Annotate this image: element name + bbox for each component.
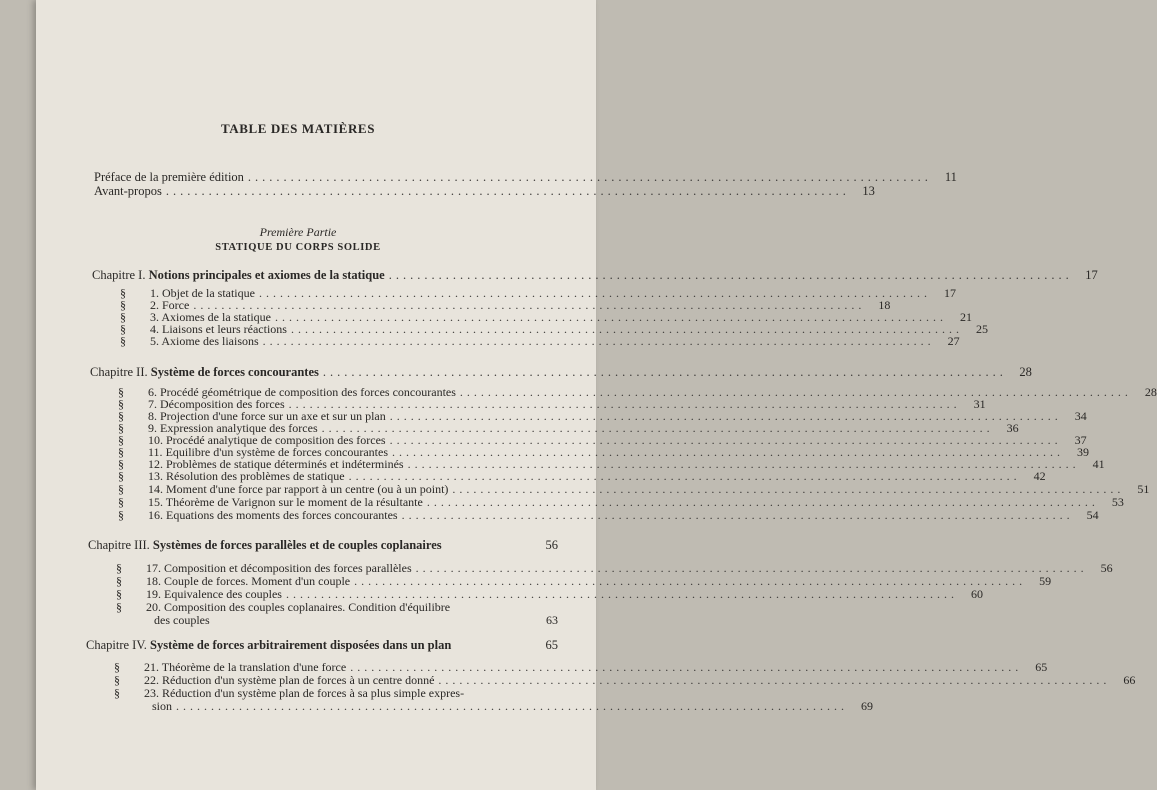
leader-dots: ................................................................................................ bbox=[258, 286, 931, 300]
section-label: Projection d'une force sur un axe et sur un plan bbox=[160, 409, 386, 423]
section-page: 31 bbox=[973, 397, 986, 411]
section-label: Equivalence des couples bbox=[164, 587, 282, 601]
page-title: TABLE DES MATIÈRES bbox=[220, 121, 376, 136]
leader-dots: ................................................................................................ bbox=[290, 322, 963, 336]
chapter-prefix: Chapitre I. bbox=[92, 268, 146, 282]
section-label: Composition des couples coplanaires. Condition d'équilibre bbox=[164, 600, 451, 614]
toc-section[interactable] bbox=[114, 686, 558, 700]
section-label: Résolution des problèmes de statique bbox=[166, 469, 345, 483]
chapter-title: Systèmes de forces parallèles et de couples coplanaires bbox=[152, 538, 442, 552]
leader-dots: ................................................................................................ bbox=[391, 445, 1064, 459]
entry-label: Préface de la première édition bbox=[94, 170, 244, 184]
section-number: 11. bbox=[148, 445, 163, 459]
leader-dots: ................................................................................................ bbox=[401, 508, 1074, 522]
section-page: 56 bbox=[1100, 561, 1113, 575]
section-page: 34 bbox=[1074, 409, 1087, 423]
section-number: 22. bbox=[144, 673, 159, 687]
section-symbol: § bbox=[120, 334, 126, 348]
section-label: Liaisons et leurs réactions bbox=[162, 322, 287, 336]
entry-page: 13 bbox=[862, 184, 875, 198]
chapter-page: 17 bbox=[1085, 268, 1098, 282]
leader-dots: ................................................................................................ bbox=[354, 574, 1027, 588]
section-symbol: § bbox=[118, 385, 124, 399]
section-page: 54 bbox=[1086, 508, 1099, 522]
section-label: Moment d'une force par rapport à un centre (ou à un point) bbox=[166, 482, 449, 496]
leader-dots: ................................................................................................ bbox=[389, 433, 1062, 447]
section-page: 53 bbox=[1111, 495, 1124, 509]
chapter-4-heading[interactable] bbox=[86, 638, 558, 652]
section-label: Axiome des liaisons bbox=[161, 334, 259, 348]
section-number: 20. bbox=[146, 600, 161, 614]
chapter-page: 56 bbox=[545, 538, 558, 552]
leader-dots: ................................................................................................ bbox=[165, 184, 850, 198]
toc-section[interactable] bbox=[114, 673, 1136, 687]
section-page: 41 bbox=[1092, 457, 1105, 471]
section-label: Réduction d'un système plan de forces à sa plus simple expres- bbox=[162, 686, 465, 700]
toc-section-continuation[interactable] bbox=[154, 613, 558, 627]
section-symbol: § bbox=[118, 445, 124, 459]
section-number: 5. bbox=[150, 334, 159, 348]
section-symbol: § bbox=[120, 298, 126, 312]
section-symbol: § bbox=[120, 322, 126, 336]
section-number: 2. bbox=[150, 298, 159, 312]
leader-dots: ................................................................................................ bbox=[288, 397, 961, 411]
section-symbol: § bbox=[118, 482, 124, 496]
toc-section[interactable] bbox=[116, 574, 1052, 588]
section-page: 37 bbox=[1074, 433, 1087, 447]
toc-section[interactable] bbox=[114, 660, 1048, 674]
section-label: Composition et décomposition des forces parallèles bbox=[164, 561, 412, 575]
section-number: 10. bbox=[148, 433, 163, 447]
section-symbol: § bbox=[118, 469, 124, 483]
chapter-prefix: Chapitre III. bbox=[88, 538, 150, 552]
section-symbol: § bbox=[118, 495, 124, 509]
section-number: 21. bbox=[144, 660, 159, 674]
chapter-title: Notions principales et axiomes de la statique bbox=[148, 268, 385, 282]
section-number: 17. bbox=[146, 561, 161, 575]
leader-dots: ................................................................................................ bbox=[321, 421, 994, 435]
section-symbol: § bbox=[118, 397, 124, 411]
leader-dots: ................................................................................................ bbox=[426, 495, 1099, 509]
section-label: Problèmes de statique déterminés et indéterminés bbox=[166, 457, 404, 471]
chapter-page: 65 bbox=[545, 638, 558, 652]
section-page: 17 bbox=[943, 286, 956, 300]
chapter-1-heading[interactable] bbox=[92, 268, 1098, 282]
section-page: 28 bbox=[1144, 385, 1157, 399]
leader-dots: ................................................................................................ bbox=[176, 699, 849, 713]
section-page: 60 bbox=[970, 587, 983, 601]
section-symbol: § bbox=[118, 421, 124, 435]
leader-dots: ................................................................................................ bbox=[350, 660, 1023, 674]
section-symbol: § bbox=[116, 574, 122, 588]
leader-dots: ................................................................................................ bbox=[438, 673, 1111, 687]
entry-page: 11 bbox=[944, 170, 957, 184]
chapter-3-heading[interactable] bbox=[88, 538, 558, 552]
toc-section[interactable] bbox=[118, 482, 1150, 496]
section-symbol: § bbox=[120, 310, 126, 324]
section-number: 15. bbox=[148, 495, 163, 509]
section-symbol: § bbox=[118, 433, 124, 447]
section-number: 4. bbox=[150, 322, 159, 336]
chapter-prefix: Chapitre IV. bbox=[86, 638, 147, 652]
section-label: Expression analytique des forces bbox=[160, 421, 318, 435]
section-page: 63 bbox=[546, 613, 558, 627]
section-number: 16. bbox=[148, 508, 163, 522]
leader-dots: ................................................................................................ bbox=[274, 310, 947, 324]
section-page: 51 bbox=[1137, 482, 1150, 496]
section-symbol: § bbox=[114, 673, 120, 687]
section-page: 42 bbox=[1033, 469, 1046, 483]
leader-dots: ................................................................................................ bbox=[262, 334, 935, 348]
section-symbol: § bbox=[118, 457, 124, 471]
section-symbol: § bbox=[120, 286, 126, 300]
section-page: 27 bbox=[947, 334, 960, 348]
section-label: Théorème de la translation d'une force bbox=[161, 660, 347, 674]
section-label: Décomposition des forces bbox=[160, 397, 285, 411]
section-number: 9. bbox=[148, 421, 157, 435]
section-number: 1. bbox=[150, 286, 159, 300]
section-number: 6. bbox=[148, 385, 157, 399]
section-label: Force bbox=[162, 298, 190, 312]
section-label: Equations des moments des forces concourantes bbox=[166, 508, 398, 522]
section-label-continued: des couples bbox=[154, 613, 210, 627]
leader-dots: ................................................................................................ bbox=[407, 457, 1080, 471]
section-number: 3. bbox=[150, 310, 159, 324]
toc-section[interactable] bbox=[120, 334, 960, 348]
toc-section[interactable] bbox=[118, 469, 1046, 483]
leader-dots: ................................................................................................ bbox=[348, 469, 1021, 483]
section-label: Réduction d'un système plan de forces à un centre donné bbox=[162, 673, 435, 687]
section-symbol: § bbox=[116, 561, 122, 575]
section-number: 18. bbox=[146, 574, 161, 588]
leader-dots: ................................................................................................ bbox=[193, 298, 866, 312]
section-page: 36 bbox=[1006, 421, 1019, 435]
section-symbol: § bbox=[114, 660, 120, 674]
section-number: 19. bbox=[146, 587, 161, 601]
section-symbol: § bbox=[118, 508, 124, 522]
section-page: 39 bbox=[1076, 445, 1089, 459]
section-label: Objet de la statique bbox=[162, 286, 255, 300]
toc-section[interactable] bbox=[116, 600, 558, 614]
leader-dots: ................................................................................................ bbox=[322, 365, 1007, 379]
section-page: 18 bbox=[878, 298, 891, 312]
section-page: 66 bbox=[1123, 673, 1136, 687]
section-label: Procédé géométrique de composition des forces concourantes bbox=[160, 385, 456, 399]
toc-section[interactable] bbox=[116, 587, 983, 601]
section-number: 12. bbox=[148, 457, 163, 471]
part-title: STATIQUE DU CORPS SOLIDE bbox=[215, 242, 381, 253]
section-page: 21 bbox=[959, 310, 972, 324]
section-symbol: § bbox=[114, 686, 120, 700]
section-label: Procédé analytique de composition des forces bbox=[166, 433, 386, 447]
section-page: 59 bbox=[1039, 574, 1052, 588]
leader-dots: ................................................................................................ bbox=[285, 587, 958, 601]
toc-entry-preface[interactable] bbox=[94, 170, 957, 184]
section-symbol: § bbox=[116, 587, 122, 601]
section-number: 13. bbox=[148, 469, 163, 483]
leader-dots: ................................................................................................ bbox=[247, 170, 932, 184]
section-label: Théorème de Varignon sur le moment de la résultante bbox=[165, 495, 423, 509]
section-label-continued: sion bbox=[152, 699, 173, 713]
leader-dots: ................................................................................................ bbox=[415, 561, 1088, 575]
leader-dots: ................................................................................................ bbox=[388, 268, 1073, 282]
section-label: Axiomes de la statique bbox=[161, 310, 271, 324]
chapter-title: Système de forces arbitrairement disposées dans un plan bbox=[150, 638, 452, 652]
toc-section-continuation[interactable] bbox=[152, 699, 874, 713]
toc-entry-avant-propos[interactable] bbox=[94, 184, 875, 198]
chapter-title: Système de forces concourantes bbox=[150, 365, 319, 379]
section-number: 23. bbox=[144, 686, 159, 700]
section-symbol: § bbox=[118, 409, 124, 423]
section-number: 8. bbox=[148, 409, 157, 423]
section-number: 7. bbox=[148, 397, 157, 411]
section-symbol: § bbox=[116, 600, 122, 614]
leader-dots: ................................................................................................ bbox=[389, 409, 1062, 423]
toc-section[interactable] bbox=[118, 508, 1099, 522]
part-name: Première Partie bbox=[259, 225, 337, 239]
section-page: 65 bbox=[1035, 660, 1048, 674]
toc-section[interactable] bbox=[118, 495, 1124, 509]
section-label: Equilibre d'un système de forces concourantes bbox=[165, 445, 388, 459]
chapter-2-heading[interactable] bbox=[90, 365, 1032, 379]
section-label: Couple de forces. Moment d'un couple bbox=[164, 574, 351, 588]
entry-label: Avant-propos bbox=[94, 184, 162, 198]
leader-dots: ................................................................................................ bbox=[452, 482, 1125, 496]
chapter-prefix: Chapitre II. bbox=[90, 365, 148, 379]
toc-section[interactable] bbox=[116, 561, 1113, 575]
chapter-page: 28 bbox=[1019, 365, 1032, 379]
leader-dots: ................................................................................................ bbox=[459, 385, 1132, 399]
section-number: 14. bbox=[148, 482, 163, 496]
section-page: 25 bbox=[975, 322, 988, 336]
section-page: 69 bbox=[861, 699, 874, 713]
